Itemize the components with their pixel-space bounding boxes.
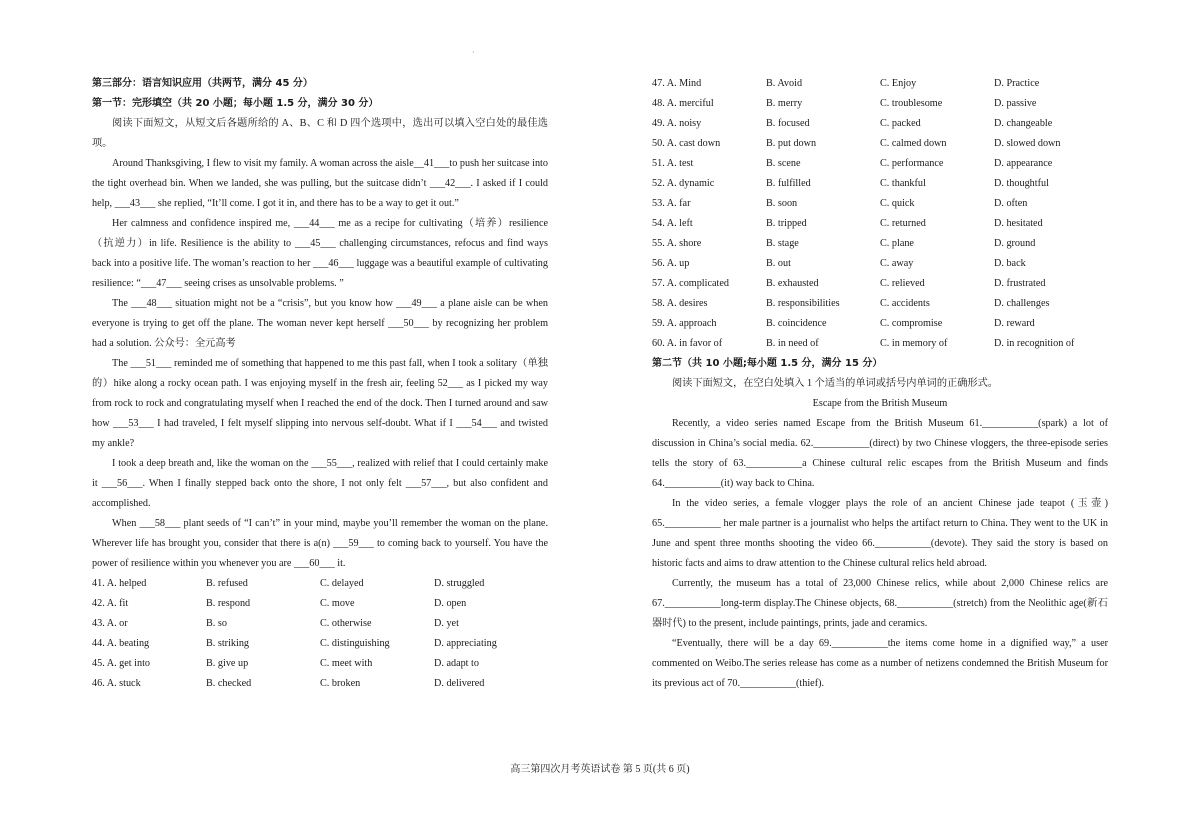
- option-c: C. distinguishing: [320, 638, 390, 649]
- option-a: 53. A. far: [652, 198, 691, 209]
- cloze-paragraph: When ___58___ plant seeds of “I can’t” in your mind, maybe you’ll remember the woman on the plane. Wherever life has brought you, consider that there is a(n) ___59___ to coming back to yourself. You have the power of resilience within you whenever you are ___60___ it.: [92, 518, 548, 569]
- option-b: B. focused: [766, 118, 810, 129]
- option-a: 41. A. helped: [92, 578, 147, 589]
- option-d: D. appearance: [994, 158, 1053, 169]
- option-b: B. fulfilled: [766, 178, 811, 189]
- option-a: 56. A. up: [652, 258, 690, 269]
- option-d: D. thoughtful: [994, 178, 1049, 189]
- option-d: D. challenges: [994, 298, 1050, 309]
- option-b: B. put down: [766, 138, 817, 149]
- option-c: C. packed: [880, 118, 921, 129]
- option-a: 54. A. left: [652, 218, 693, 229]
- option-c: C. broken: [320, 678, 361, 689]
- option-c: C. otherwise: [320, 618, 372, 629]
- option-row: [92, 654, 548, 674]
- right-column: [652, 74, 1108, 694]
- option-a: 57. A. complicated: [652, 278, 729, 289]
- option-row: [92, 674, 548, 694]
- option-c: C. calmed down: [880, 138, 947, 149]
- option-b: B. soon: [766, 198, 798, 209]
- option-a: 47. A. Mind: [652, 78, 702, 89]
- option-c: C. returned: [880, 218, 926, 229]
- option-row: [652, 314, 1108, 334]
- option-d: D. yet: [434, 618, 459, 629]
- option-d: D. ground: [994, 238, 1036, 249]
- option-row: [652, 234, 1108, 254]
- page-footer: 高三第四次月考英语试卷 第 5 页(共 6 页): [510, 764, 690, 775]
- option-a: 43. A. or: [92, 618, 128, 629]
- option-a: 44. A. beating: [92, 638, 150, 649]
- option-row: [652, 114, 1108, 134]
- left-column: [92, 74, 548, 694]
- option-c: C. in memory of: [880, 338, 948, 349]
- option-d: D. open: [434, 598, 467, 609]
- option-row: [652, 214, 1108, 234]
- option-d: D. frustrated: [994, 278, 1046, 289]
- option-row: [92, 594, 548, 614]
- option-b: B. responsibilities: [766, 298, 840, 309]
- option-d: D. reward: [994, 318, 1035, 329]
- grammar-paragraph: “Eventually, there will be a day 69.___________the items come home in a dignified way,” a user commented on Weibo.The series release has come as a number of netizens condemned the British Museum for its previous act of 70.___________(thief).: [652, 638, 1108, 689]
- option-b: B. so: [206, 618, 227, 629]
- option-b: B. merry: [766, 98, 803, 109]
- option-d: D. hesitated: [994, 218, 1043, 229]
- option-row: [92, 614, 548, 634]
- cloze-instructions: 阅读下面短文，从短文后各题所给的 A、B、C 和 D 四个选项中，选出可以填入空白处的最佳选项。: [92, 118, 548, 149]
- option-row: [92, 574, 548, 594]
- option-a: 48. A. merciful: [652, 98, 714, 109]
- option-d: D. appreciating: [434, 638, 497, 649]
- part3-heading: 第三部分：语言知识应用（共两节，满分 45 分）: [92, 78, 313, 89]
- option-row: [92, 634, 548, 654]
- section2-heading: 第二节（共 10 小题;每小题 1.5 分，满分 15 分）: [652, 358, 883, 369]
- grammar-paragraph: Recently, a video series named Escape from the British Museum 61.___________(spark) a lot of discussion in China’s social media. 62.___________(direct) by two Chinese vloggers, the three-episode series tells the story of 63.___________a Chinese cultural relic escapes from the British Museum and finds 64.___________(it) way back to China.: [652, 418, 1108, 489]
- grammar-instructions: 阅读下面短文，在空白处填入 1 个适当的单词或括号内单词的正确形式。: [672, 378, 998, 389]
- option-c: C. troublesome: [880, 98, 943, 109]
- option-b: B. out: [766, 258, 791, 269]
- option-b: B. in need of: [766, 338, 819, 349]
- option-a: 58. A. desires: [652, 298, 708, 309]
- option-b: B. checked: [206, 678, 252, 689]
- option-a: 60. A. in favor of: [652, 338, 723, 349]
- cloze-paragraph: Her calmness and confidence inspired me, ___44___ me as a recipe for cultivating（培养）resilience（抗逆力）in life. Resilience is the ability to ___45___ challenging circumstances, refocus and find ways back into a positive life. The woman’s reaction to her ___46___ luggage was a beautiful example of cultivating resilience: “___47___ seeing crises as unsolvable problems. ”: [92, 218, 548, 289]
- option-c: C. quick: [880, 198, 915, 209]
- option-b: B. scene: [766, 158, 801, 169]
- option-a: 52. A. dynamic: [652, 178, 715, 189]
- option-d: D. slowed down: [994, 138, 1061, 149]
- option-d: D. passive: [994, 98, 1037, 109]
- option-row: [652, 194, 1108, 214]
- option-a: 50. A. cast down: [652, 138, 721, 149]
- option-row: [652, 134, 1108, 154]
- option-row: [652, 294, 1108, 314]
- cloze-paragraph: The ___51___ reminded me of something that happened to me this past fall, when I took a solitary（单独的）hike along a rocky ocean path. I was enjoying myself in the fresh air, feeling 52___ as I picked my way from rock to rock and congratulating myself when I reached the end of the dock. Then I turned around and saw how ___53___ I had traveled, I felt myself slipping into nervous self-doubt. What if I ___54___ and twisted my ankle?: [92, 358, 548, 449]
- option-d: D. back: [994, 258, 1026, 269]
- option-c: C. away: [880, 258, 914, 269]
- option-c: C. meet with: [320, 658, 373, 669]
- scan-dot: ·: [472, 48, 475, 57]
- option-row: [652, 334, 1108, 354]
- option-d: D. delivered: [434, 678, 485, 689]
- option-c: C. move: [320, 598, 355, 609]
- option-a: 46. A. stuck: [92, 678, 141, 689]
- option-a: 55. A. shore: [652, 238, 702, 249]
- option-d: D. Practice: [994, 78, 1040, 89]
- option-a: 42. A. fit: [92, 598, 129, 609]
- option-row: [652, 254, 1108, 274]
- cloze-paragraph: I took a deep breath and, like the woman on the ___55___, realized with relief that I could certainly make it ___56___. When I finally stepped back onto the shore, I not only felt ___57___, but also confident and accomplished.: [92, 458, 548, 509]
- option-c: C. plane: [880, 238, 914, 249]
- option-d: D. adapt to: [434, 658, 479, 669]
- option-b: B. striking: [206, 638, 250, 649]
- option-a: 59. A. approach: [652, 318, 717, 329]
- cloze-paragraph: The ___48___ situation might not be a “crisis”, but you know how ___49___ a plane aisle can be when everyone is trying to get off the plane. The woman never kept herself ___50___ by recognizing her problem had a solution. 公众号：全元高考: [92, 298, 548, 349]
- option-b: B. Avoid: [766, 78, 803, 89]
- grammar-paragraph: Currently, the museum has a total of 23,000 Chinese relics, while about 2,000 Chinese relics are 67.___________long-term display.The Chinese objects, 68.___________(stretch) from the Neolithic age(新石器时代) to the present, include paintings, prints, jade and ceramics.: [652, 578, 1108, 629]
- passage-title: Escape from the British Museum: [812, 398, 948, 409]
- grammar-paragraph: In the video series, a female vlogger plays the role of an ancient Chinese jade teapot (玉壶) 65.___________ her male partner is a journalist who helps the artifact return to China. They went to the UK in June and spent three months shooting the video 66.___________(devote). They said the story is based on historic facts and aims to draw attention to the Chinese cultural relics held abroad.: [652, 498, 1108, 569]
- option-d: D. often: [994, 198, 1028, 209]
- option-d: D. in recognition of: [994, 338, 1075, 349]
- section1-heading: 第一节：完形填空（共 20 小题；每小题 1.5 分，满分 30 分）: [92, 98, 379, 109]
- option-b: B. exhausted: [766, 278, 819, 289]
- option-c: C. performance: [880, 158, 944, 169]
- option-b: B. stage: [766, 238, 799, 249]
- option-b: B. tripped: [766, 218, 807, 229]
- option-c: C. thankful: [880, 178, 926, 189]
- option-row: [652, 274, 1108, 294]
- option-row: [652, 154, 1108, 174]
- option-a: 49. A. noisy: [652, 118, 702, 129]
- option-d: D. struggled: [434, 578, 485, 589]
- option-a: 51. A. test: [652, 158, 694, 169]
- option-c: C. delayed: [320, 578, 364, 589]
- option-a: 45. A. get into: [92, 658, 151, 669]
- option-c: C. accidents: [880, 298, 930, 309]
- option-b: B. give up: [206, 658, 249, 669]
- option-d: D. changeable: [994, 118, 1053, 129]
- option-row: [652, 94, 1108, 114]
- option-c: C. compromise: [880, 318, 943, 329]
- option-b: B. refused: [206, 578, 248, 589]
- option-c: C. relieved: [880, 278, 925, 289]
- option-b: B. coincidence: [766, 318, 827, 329]
- option-row: [652, 74, 1108, 94]
- option-c: C. Enjoy: [880, 78, 917, 89]
- option-row: [652, 174, 1108, 194]
- option-b: B. respond: [206, 598, 251, 609]
- cloze-paragraph: Around Thanksgiving, I flew to visit my family. A woman across the aisle__41___to push her suitcase into the tight overhead bin. When we landed, she was pulling, but the suitcase didn’t ___42___. I asked if I could help, ___43___ she replied, “It’ll come. I got it in, and there has to be a way to get it out.”: [92, 158, 548, 209]
